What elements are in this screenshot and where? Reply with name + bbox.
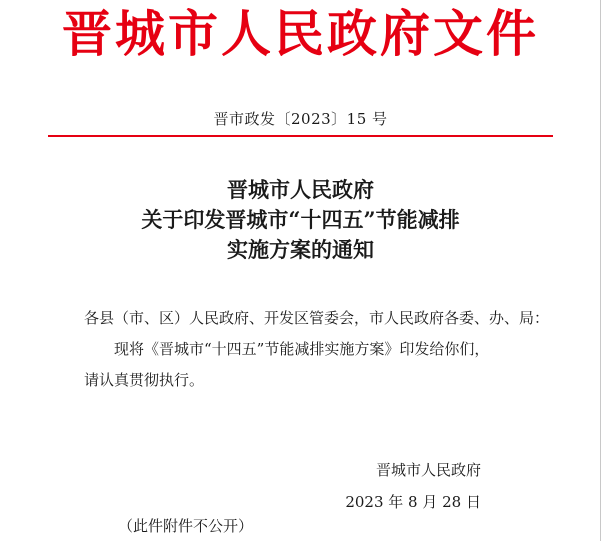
title-line-2: 关于印发晋城市“十四五”节能减排 — [141, 207, 460, 232]
body-paragraph-line-2: 请认真贯彻执行。 — [84, 371, 205, 389]
document-title — [0, 175, 601, 265]
body-paragraph-line-1: 现将《晋城市“十四五”节能减排实施方案》印发给你们， — [114, 340, 490, 358]
title-line-1: 晋城市人民政府 — [227, 177, 374, 202]
document-masthead: 晋城市人民政府文件 — [62, 5, 539, 63]
signature-block — [281, 454, 481, 518]
issue-date: 2023 年 8 月 28 日 — [345, 493, 481, 511]
document-number: 晋市政发〔2023〕15 号 — [213, 110, 388, 128]
attachment-note: （此件附件不公开） — [118, 517, 254, 535]
issuer-name: 晋城市人民政府 — [375, 461, 481, 479]
recipients-line: 各县（市、区）人民政府、开发区管委会，市人民政府各委、办、局： — [84, 309, 550, 327]
red-divider-line — [48, 135, 553, 137]
title-line-3: 实施方案的通知 — [227, 237, 374, 262]
document-body — [84, 303, 554, 396]
